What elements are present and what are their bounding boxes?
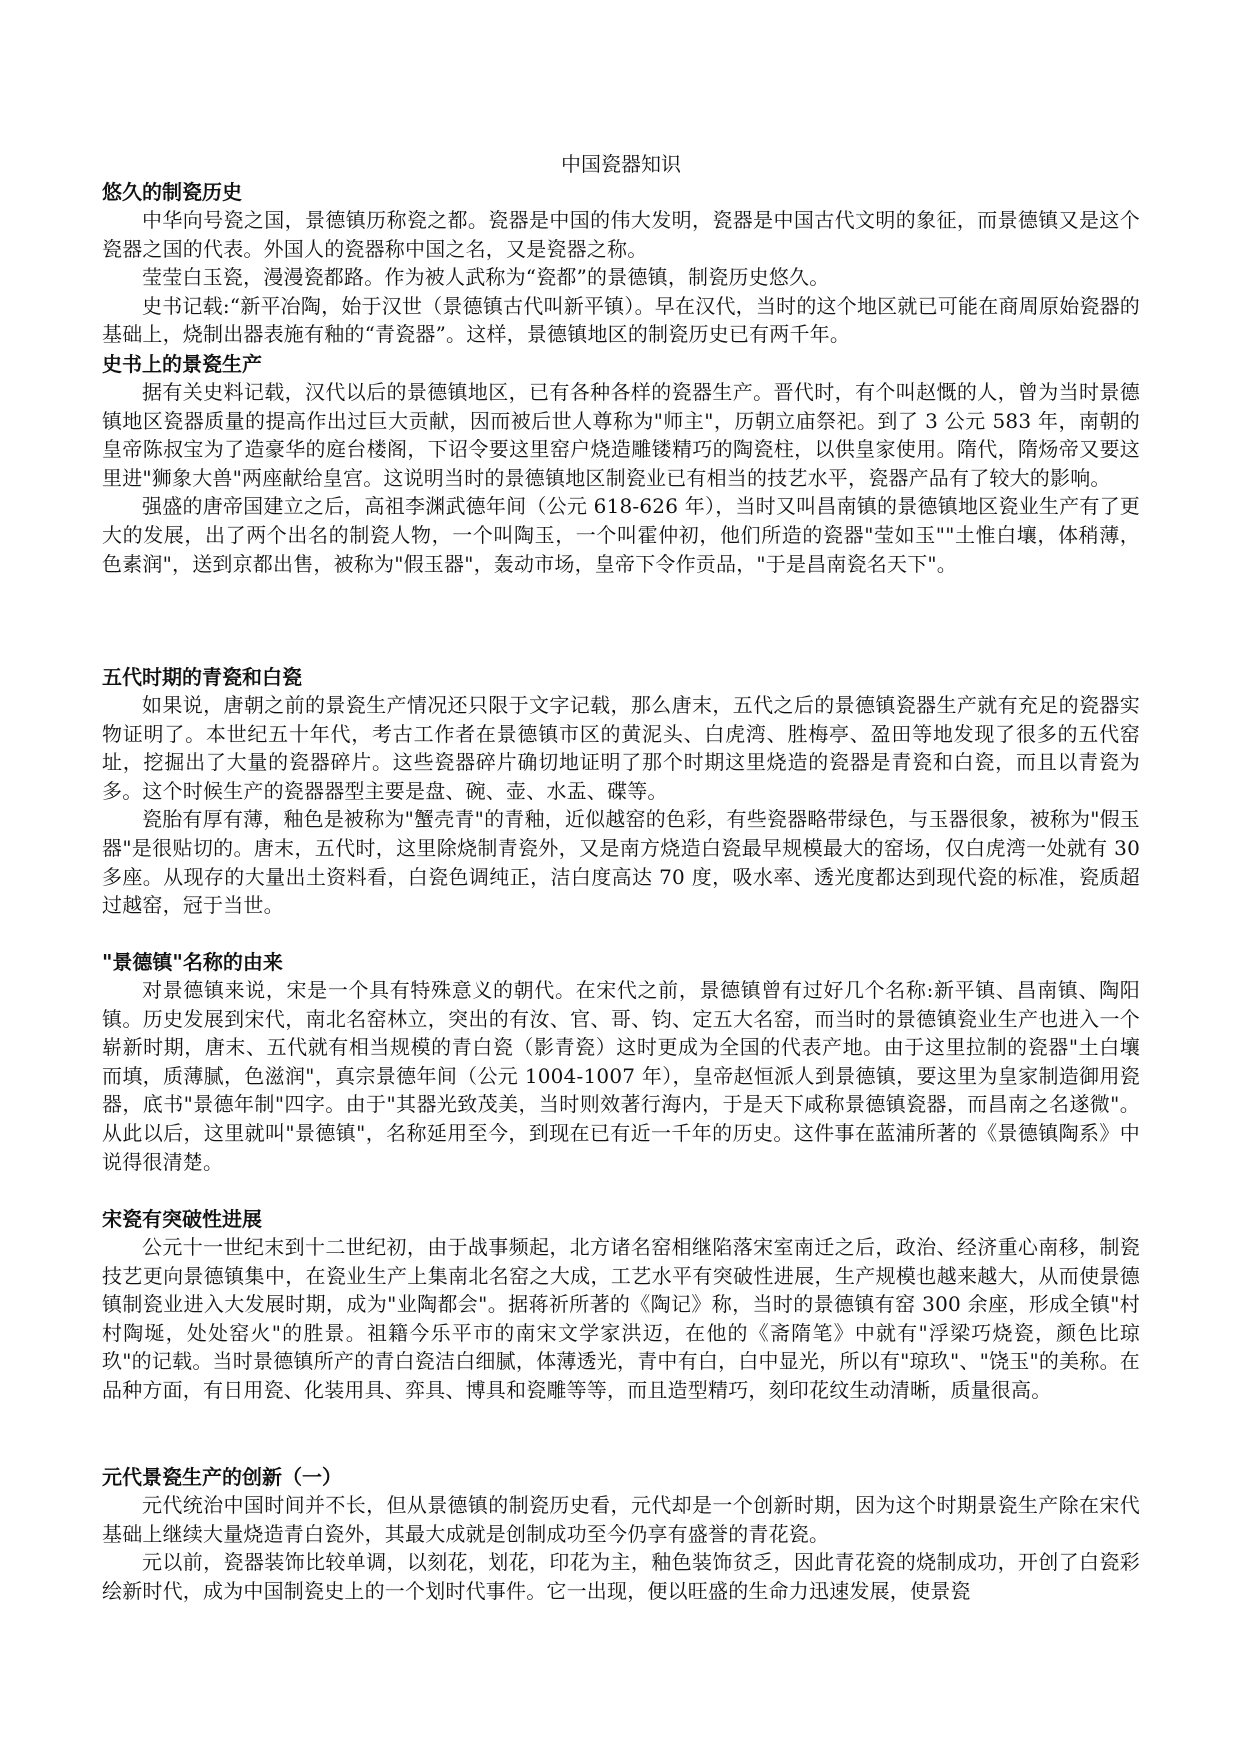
- section-song: [102, 1205, 1140, 1405]
- paragraph: 对景德镇来说，宋是一个具有特殊意义的朝代。在宋代之前，景德镇曾有过好几个名称:新平镇、昌南镇、陶阳镇。历史发展到宋代，南北名窑林立，突出的有汝、官、哥、钧、定五大名窑，而当时的景德镇瓷业生产也进入一个崭新时期，唐末、五代就有相当规模的青白瓷（影青瓷）这时更成为全国的代表产地。由于这里拉制的瓷器"土白壤而填，质薄腻，色滋润"，真宗景德年间（公元 1004-1007 年），皇帝赵恒派人到景德镇，要这里为皇家制造御用瓷器，底书"景德年制"四字。由于"其器光致茂美，当时则效著行海内，于是天下咸称景德镇瓷器，而昌南之名遂微"。从此以后，这里就叫"景德镇"，名称延用至今，到现在已有近一千年的历史。这件事在蓝浦所著的《景德镇陶系》中说得很清楚。: [102, 978, 1140, 1174]
- section-records: [102, 350, 1140, 578]
- section-heading: 悠久的制瓷历史: [102, 180, 242, 204]
- paragraph: 强盛的唐帝国建立之后，高祖李渊武德年间（公元 618-626 年），当时又叫昌南镇的景德镇地区瓷业生产有了更大的发展，出了两个出名的制瓷人物，一个叫陶玉，一个叫霍仲初，他们所造的瓷器"莹如玉""土惟白壤，体稍薄，色素润"，送到京都出售，被称为"假玉器"，轰动市场，皇帝下令作贡品，"于是昌南瓷名天下"。: [102, 494, 1140, 576]
- section-name-origin: [102, 948, 1140, 1176]
- paragraph: 元代统治中国时间并不长，但从景德镇的制瓷历史看，元代却是一个创新时期，因为这个时期景瓷生产除在宋代基础上继续大量烧造青白瓷外，其最大成就是创制成功至今仍享有盛誉的青花瓷。: [102, 1493, 1140, 1546]
- paragraph: 据有关史料记载，汉代以后的景德镇地区，已有各种各样的瓷器生产。晋代时，有个叫赵慨的人，曾为当时景德镇地区瓷器质量的提高作出过巨大贡献，因而被后世人尊称为"师主"，历朝立庙祭祀。到了 3 公元 583 年，南朝的皇帝陈叔宝为了造豪华的庭台楼阁，下诏令要这里窑户烧造雕镂精巧的陶瓷柱，以供皇家使用。隋代，隋炀帝又要这里进"狮象大兽"两座献给皇宫。这说明当时的景德镇地区制瓷业已有相当的技艺水平，瓷器产品有了较大的影响。: [102, 380, 1140, 490]
- section-heading: 史书上的景瓷生产: [102, 352, 262, 376]
- document-title: 中国瓷器知识: [561, 152, 681, 176]
- section-yuan: [102, 1463, 1140, 1605]
- section-heading: 宋瓷有突破性进展: [102, 1207, 262, 1231]
- paragraph: 中华向号瓷之国，景德镇历称瓷之都。瓷器是中国的伟大发明，瓷器是中国古代文明的象征，而景德镇又是这个瓷器之国的代表。外国人的瓷器称中国之名，又是瓷器之称。: [102, 208, 1140, 261]
- section-history: [102, 178, 1140, 349]
- paragraph: 公元十一世纪末到十二世纪初，由于战事频起，北方诸名窑相继陷落宋室南迁之后，政治、经济重心南移，制瓷技艺更向景德镇集中，在瓷业生产上集南北名窑之大成，工艺水平有突破性进展，生产规模也越来越大，从而使景德镇制瓷业进入大发展时期，成为"业陶都会"。据蒋祈所著的《陶记》称，当时的景德镇有窑 300 余座，形成全镇"村村陶埏，处处窑火"的胜景。祖籍今乐平市的南宋文学家洪迈，在他的《斋隋笔》中就有"浮梁巧烧瓷，颜色比琼玖"的记载。当时景德镇所产的青白瓷洁白细腻，体薄透光，青中有白，白中显光，所以有"琼玖"、"饶玉"的美称。在品种方面，有日用瓷、化装用具、弈具、博具和瓷雕等等，而且造型精巧，刻印花纹生动清晰，质量很高。: [102, 1235, 1140, 1402]
- section-heading: 元代景瓷生产的创新（一）: [102, 1465, 342, 1489]
- section-five-dynasties: [102, 663, 1140, 920]
- section-heading: 五代时期的青瓷和白瓷: [102, 665, 302, 689]
- paragraph: 元以前，瓷器装饰比较单调，以刻花，划花，印花为主，釉色装饰贫乏，因此青花瓷的烧制成功，开创了白瓷彩绘新时代，成为中国制瓷史上的一个划时代事件。它一出现，便以旺盛的生命力迅速发展，使景瓷: [102, 1550, 1140, 1603]
- paragraph: 瓷胎有厚有薄，釉色是被称为"蟹壳青"的青釉，近似越窑的色彩，有些瓷器略带绿色，与玉器很象，被称为"假玉器"是很贴切的。唐末，五代时，这里除烧制青瓷外，又是南方烧造白瓷最早规模最大的窑场，仅白虎湾一处就有 30 多座。从现存的大量出土资料看，白瓷色调纯正，洁白度高达 70 度，吸水率、透光度都达到现代瓷的标准，瓷质超过越窑，冠于当世。: [102, 807, 1140, 918]
- paragraph: 如果说，唐朝之前的景瓷生产情况还只限于文字记载，那么唐末，五代之后的景德镇瓷器生产就有充足的瓷器实物证明了。本世纪五十年代，考古工作者在景德镇市区的黄泥头、白虎湾、胜梅亭、盈田等地发现了很多的五代窑址，挖掘出了大量的瓷器碎片。这些瓷器碎片确切地证明了那个时期这里烧造的瓷器是青瓷和白瓷，而且以青瓷为多。这个时候生产的瓷器器型主要是盘、碗、壶、水盂、碟等。: [102, 693, 1140, 803]
- paragraph: 史书记载:“新平冶陶，始于汉世（景德镇古代叫新平镇）。早在汉代，当时的这个地区就已可能在商周原始瓷器的基础上，烧制出器表施有釉的“青瓷器”。这样，景德镇地区的制瓷历史已有两千年。: [102, 293, 1140, 347]
- paragraph: 莹莹白玉瓷，漫漫瓷都路。作为被人武称为“瓷都”的景德镇，制瓷历史悠久。: [142, 265, 830, 290]
- section-heading: "景德镇"名称的由来: [102, 950, 283, 974]
